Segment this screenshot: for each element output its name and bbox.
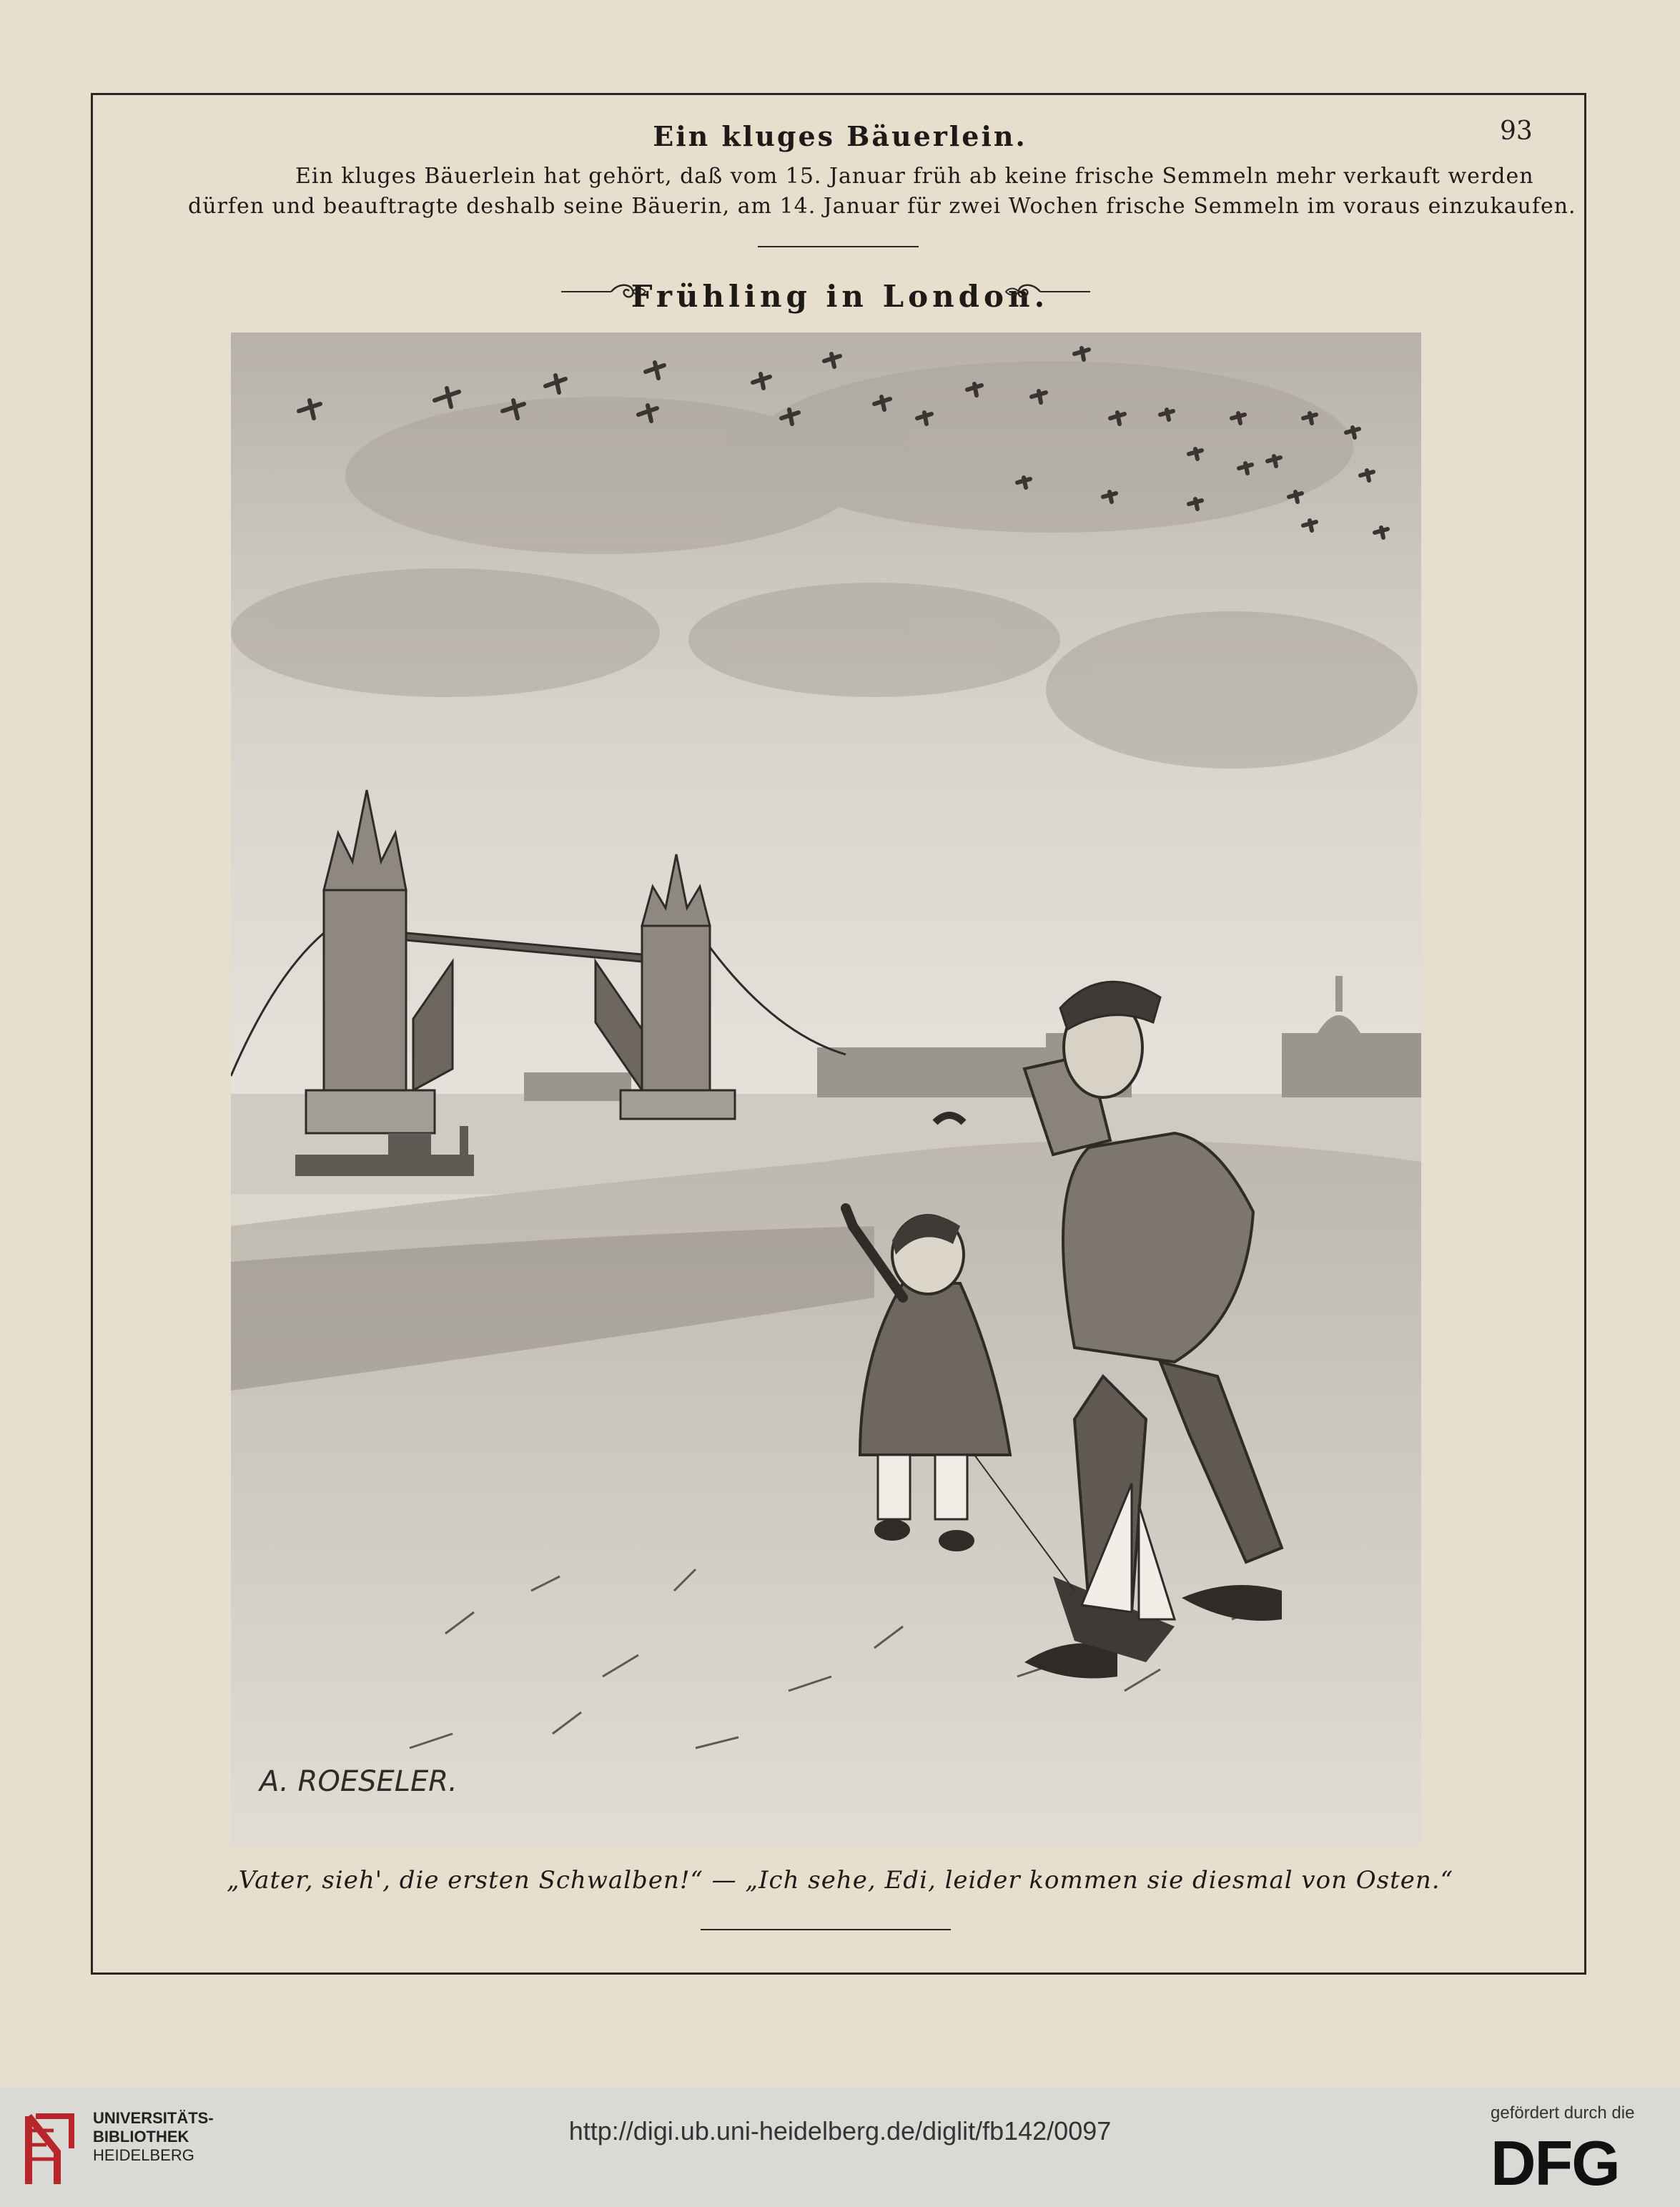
footer-bar bbox=[0, 2088, 1680, 2207]
artist-signature: A. ROESELER. bbox=[260, 1765, 458, 1798]
divider-rule bbox=[758, 246, 919, 247]
illustration-spring-in-london bbox=[231, 332, 1421, 1847]
library-name-line-1: UNIVERSITÄTS- bbox=[93, 2109, 214, 2127]
dfg-logo: DFG bbox=[1491, 2128, 1619, 2198]
article-body-1 bbox=[188, 162, 1576, 222]
illustration-caption: „Vater, sieh', die ersten Schwalben!“ — „Ich sehe, Edi, leider kommen sie diesmal von Osten.“ bbox=[227, 1866, 1453, 1895]
bottom-divider-rule bbox=[701, 1929, 951, 1930]
article-title-2: Frühling in London. bbox=[631, 279, 1049, 314]
page-number: 93 bbox=[1500, 117, 1533, 146]
source-url-link[interactable]: http://digi.ub.uni-heidelberg.de/diglit/fb142/0097 bbox=[568, 2116, 1112, 2146]
library-name-line-2: BIBLIOTHEK bbox=[93, 2128, 189, 2146]
library-name-line-3: HEIDELBERG bbox=[93, 2146, 194, 2164]
funded-by-label: gefördert durch die bbox=[1491, 2103, 1635, 2123]
article-body-line-1: Ein kluges Bäuerlein hat gehört, daß vom 15. Januar früh ab keine frische Semmeln mehr verkauft werden bbox=[295, 164, 1534, 189]
right-flourish-ornament bbox=[1004, 281, 1090, 302]
article-body-line-2: dürfen und beauftragte deshalb seine Bäuerin, am 14. Januar für zwei Wochen frische Semmeln im voraus einzukaufen. bbox=[188, 194, 1576, 219]
illustration-drawing bbox=[231, 332, 1421, 1847]
article-title-1: Ein kluges Bäuerlein. bbox=[653, 120, 1027, 152]
